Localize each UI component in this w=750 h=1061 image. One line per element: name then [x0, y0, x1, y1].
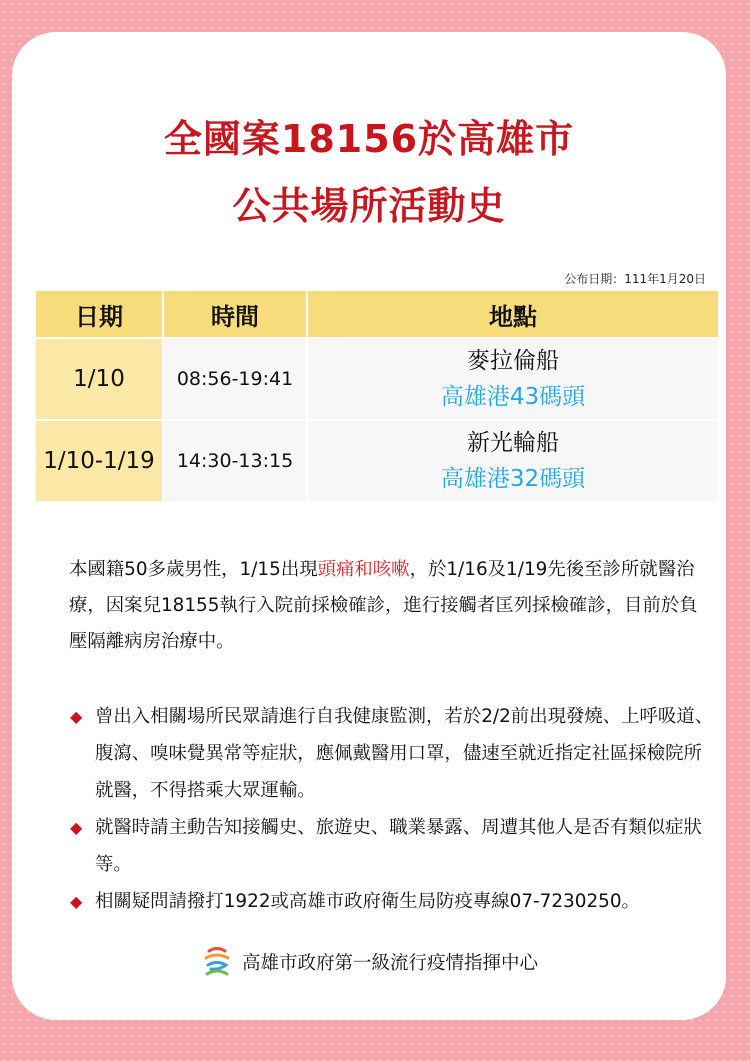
table-row [36, 421, 718, 501]
header-time: 時間 [164, 291, 306, 337]
notice-text: 曾出入相關場所民眾請進行自我健康監測，若於2/2前出現發燒、上呼吸道、腹瀉、嗅味覺異常等症狀，應佩戴醫用口罩，儘速至就近指定社區採檢院所就醫，不得搭乘大眾運輸。 [95, 706, 714, 801]
description-part-1: 本國籍50多歲男性，1/15出現 [69, 559, 318, 580]
title-line-2: 公共場所活動史 [232, 184, 506, 228]
diamond-bullet-icon: ◆ [70, 818, 83, 837]
row-location [308, 421, 718, 501]
row-date: 1/10 [36, 339, 162, 419]
footer [12, 944, 726, 980]
location-pier: 高雄港43碼頭 [440, 384, 586, 410]
row-time: 08:56-19:41 [164, 339, 306, 419]
location-place: 新光輪船 [467, 430, 559, 456]
description-part-2: ，於1/16及1/19先後至診所就醫治療，因案兒18155執行入院前採檢確診，進行接觸者匡列採檢確診，目前於負壓隔離病房治療中。 [69, 559, 698, 652]
case-description [69, 552, 709, 660]
title-line-1: 全國案18156於高雄市 [163, 117, 575, 161]
notice-text: 就醫時請主動告知接觸史、旅遊史、職業暴露、周遭其他人是否有類似症狀等。 [95, 817, 702, 875]
notice-item [70, 883, 720, 920]
table-row [36, 339, 718, 419]
publish-date: 公布日期：111年1月20日 [564, 272, 706, 286]
location-pier: 高雄港32碼頭 [440, 466, 586, 492]
symptom-highlight: 頭痛和咳嗽 [317, 559, 410, 580]
diamond-bullet-icon: ◆ [70, 707, 83, 726]
table-header-row [36, 291, 718, 337]
notice-list [70, 698, 720, 920]
location-place: 麥拉倫船 [467, 348, 559, 374]
notice-text: 相關疑問請撥打1922或高雄市政府衛生局防疫專線07-7230250。 [95, 891, 640, 912]
diamond-bullet-icon: ◆ [70, 892, 83, 911]
row-date: 1/10-1/19 [36, 421, 162, 501]
notice-item [70, 698, 720, 809]
row-time: 14:30-13:15 [164, 421, 306, 501]
notice-item [70, 809, 720, 883]
header-date: 日期 [36, 291, 162, 337]
activity-table [34, 289, 720, 503]
footer-text: 高雄市政府第一級流行疫情指揮中心 [241, 953, 538, 974]
header-location: 地點 [308, 291, 718, 337]
kaohsiung-logo-icon [200, 945, 234, 979]
row-location [308, 339, 718, 419]
poster-card [12, 32, 726, 1020]
